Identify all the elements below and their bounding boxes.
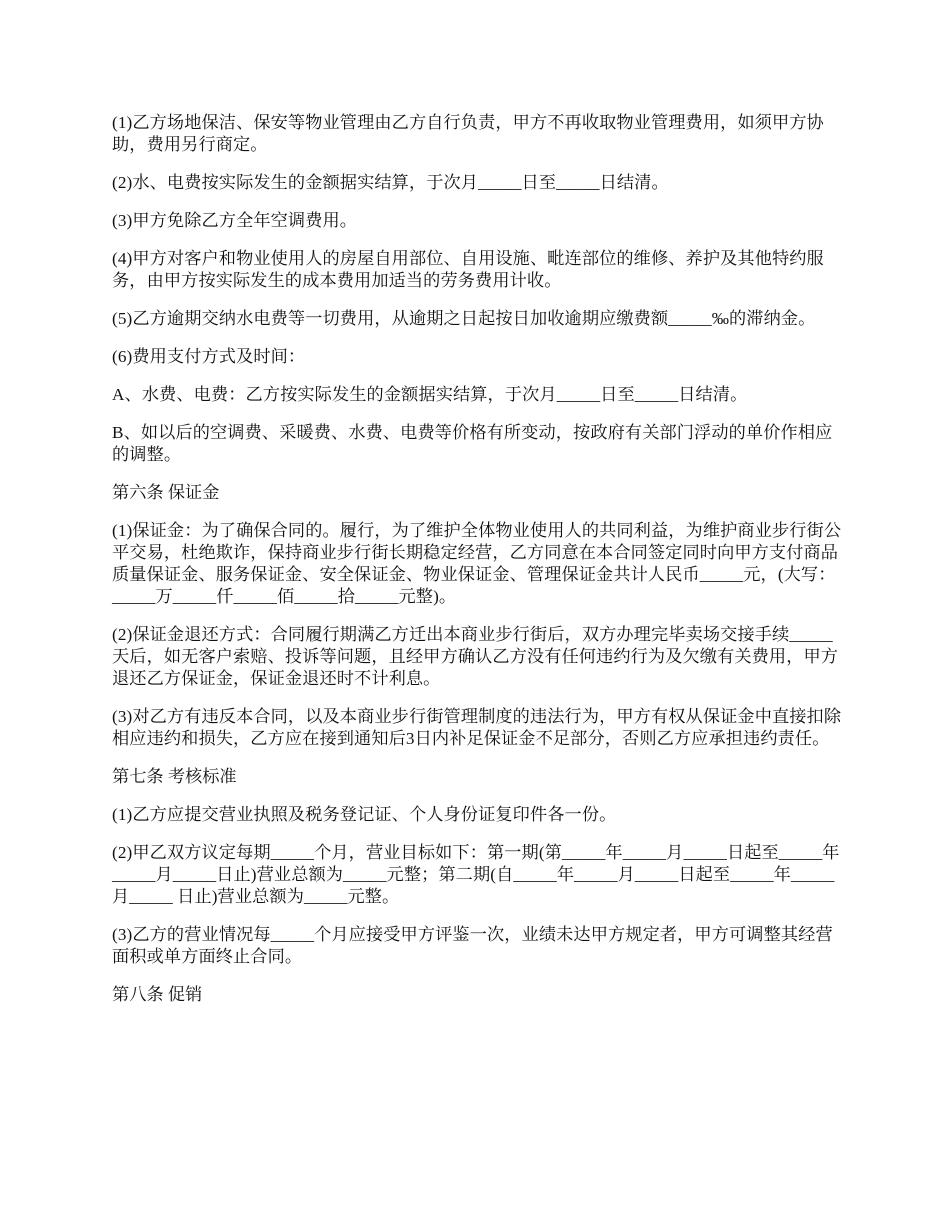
section-heading-promotion: 第八条 促销 (112, 985, 203, 1004)
clause-air-conditioning-exemption: (3)甲方免除乙方全年空调费用。 (112, 211, 358, 230)
clause-license-documents: (1)乙方应提交营业执照及税务登记证、个人身份证复印件各一份。 (112, 805, 617, 824)
clause-payment-b: B、如以后的空调费、采暖费、水费、电费等价格有所变动，按政府有关部门浮动的单价作相应的调整。 (112, 423, 833, 464)
section-heading-deposit: 第六条 保证金 (112, 483, 220, 502)
clause-late-fee: (5)乙方逾期交纳水电费等一切费用，从逾期之日起按日加收逾期应缴费额_____‰的滞纳金。 (112, 309, 816, 328)
clause-deposit-deduction: (3)对乙方有违反本合同，以及本商业步行街管理制度的违法行为，甲方有权从保证金中直接扣除相应违约和损失，乙方应在接到通知后3日内补足保证金不足部分，否则乙方应承担违约责任。 (112, 707, 842, 748)
clause-payment-method: (6)费用支付方式及时间： (112, 347, 306, 366)
clause-maintenance-service: (4)甲方对客户和物业使用人的房屋自用部位、自用设施、毗连部位的维修、养护及其他特约服务，由甲方按实际发生的成本费用加适当的劳务费用计收。 (112, 249, 824, 290)
clause-water-electricity-settlement: (2)水、电费按实际发生的金额据实结算，于次月_____日至_____日结清。 (112, 173, 669, 192)
clause-deposit-refund: (2)保证金退还方式：合同履行期满乙方迁出本商业步行街后，双方办理完毕卖场交接手续_____天后，如无客户索赔、投诉等问题，且经甲方确认乙方没有任何违约行为及欠缴有关费用，甲方退还乙方保证金，保证金退还时不计利息。 (112, 625, 839, 688)
clause-performance-review: (3)乙方的营业情况每_____个月应接受甲方评鉴一次，业绩未达甲方规定者，甲方可调整其经营面积或单方面终止合同。 (112, 925, 833, 966)
clause-payment-a: A、水费、电费：乙方按实际发生的金额据实结算，于次月_____日至_____日结清。 (112, 385, 748, 404)
clause-business-targets: (2)甲乙双方议定每期_____个月，营业目标如下：第一期(第_____年_____月_____日起至_____年_____月_____日止)营业总额为_____元整；第二期(自_____年_____月_____日起至_____年_____月_____ 日止)营业总额为_____元整。 (112, 843, 840, 906)
clause-deposit-amount: (1)保证金：为了确保合同的。履行，为了维护全体物业使用人的共同利益，为维护商业步行街公平交易，杜绝欺诈，保持商业步行街长期稳定经营，乙方同意在本合同签定同时向甲方支付商品质量保证金、服务保证金、安全保证金、物业保证金、管理保证金共计人民币_____元，(大写：_____万_____仟_____佰_____拾_____元整)。 (112, 521, 842, 606)
section-heading-assessment: 第七条 考核标准 (112, 767, 237, 786)
document-page (112, 112, 842, 1022)
clause-property-management: (1)乙方场地保洁、保安等物业管理由乙方自行负责，甲方不再收取物业管理费用，如须甲方协助，费用另行商定。 (112, 113, 824, 154)
